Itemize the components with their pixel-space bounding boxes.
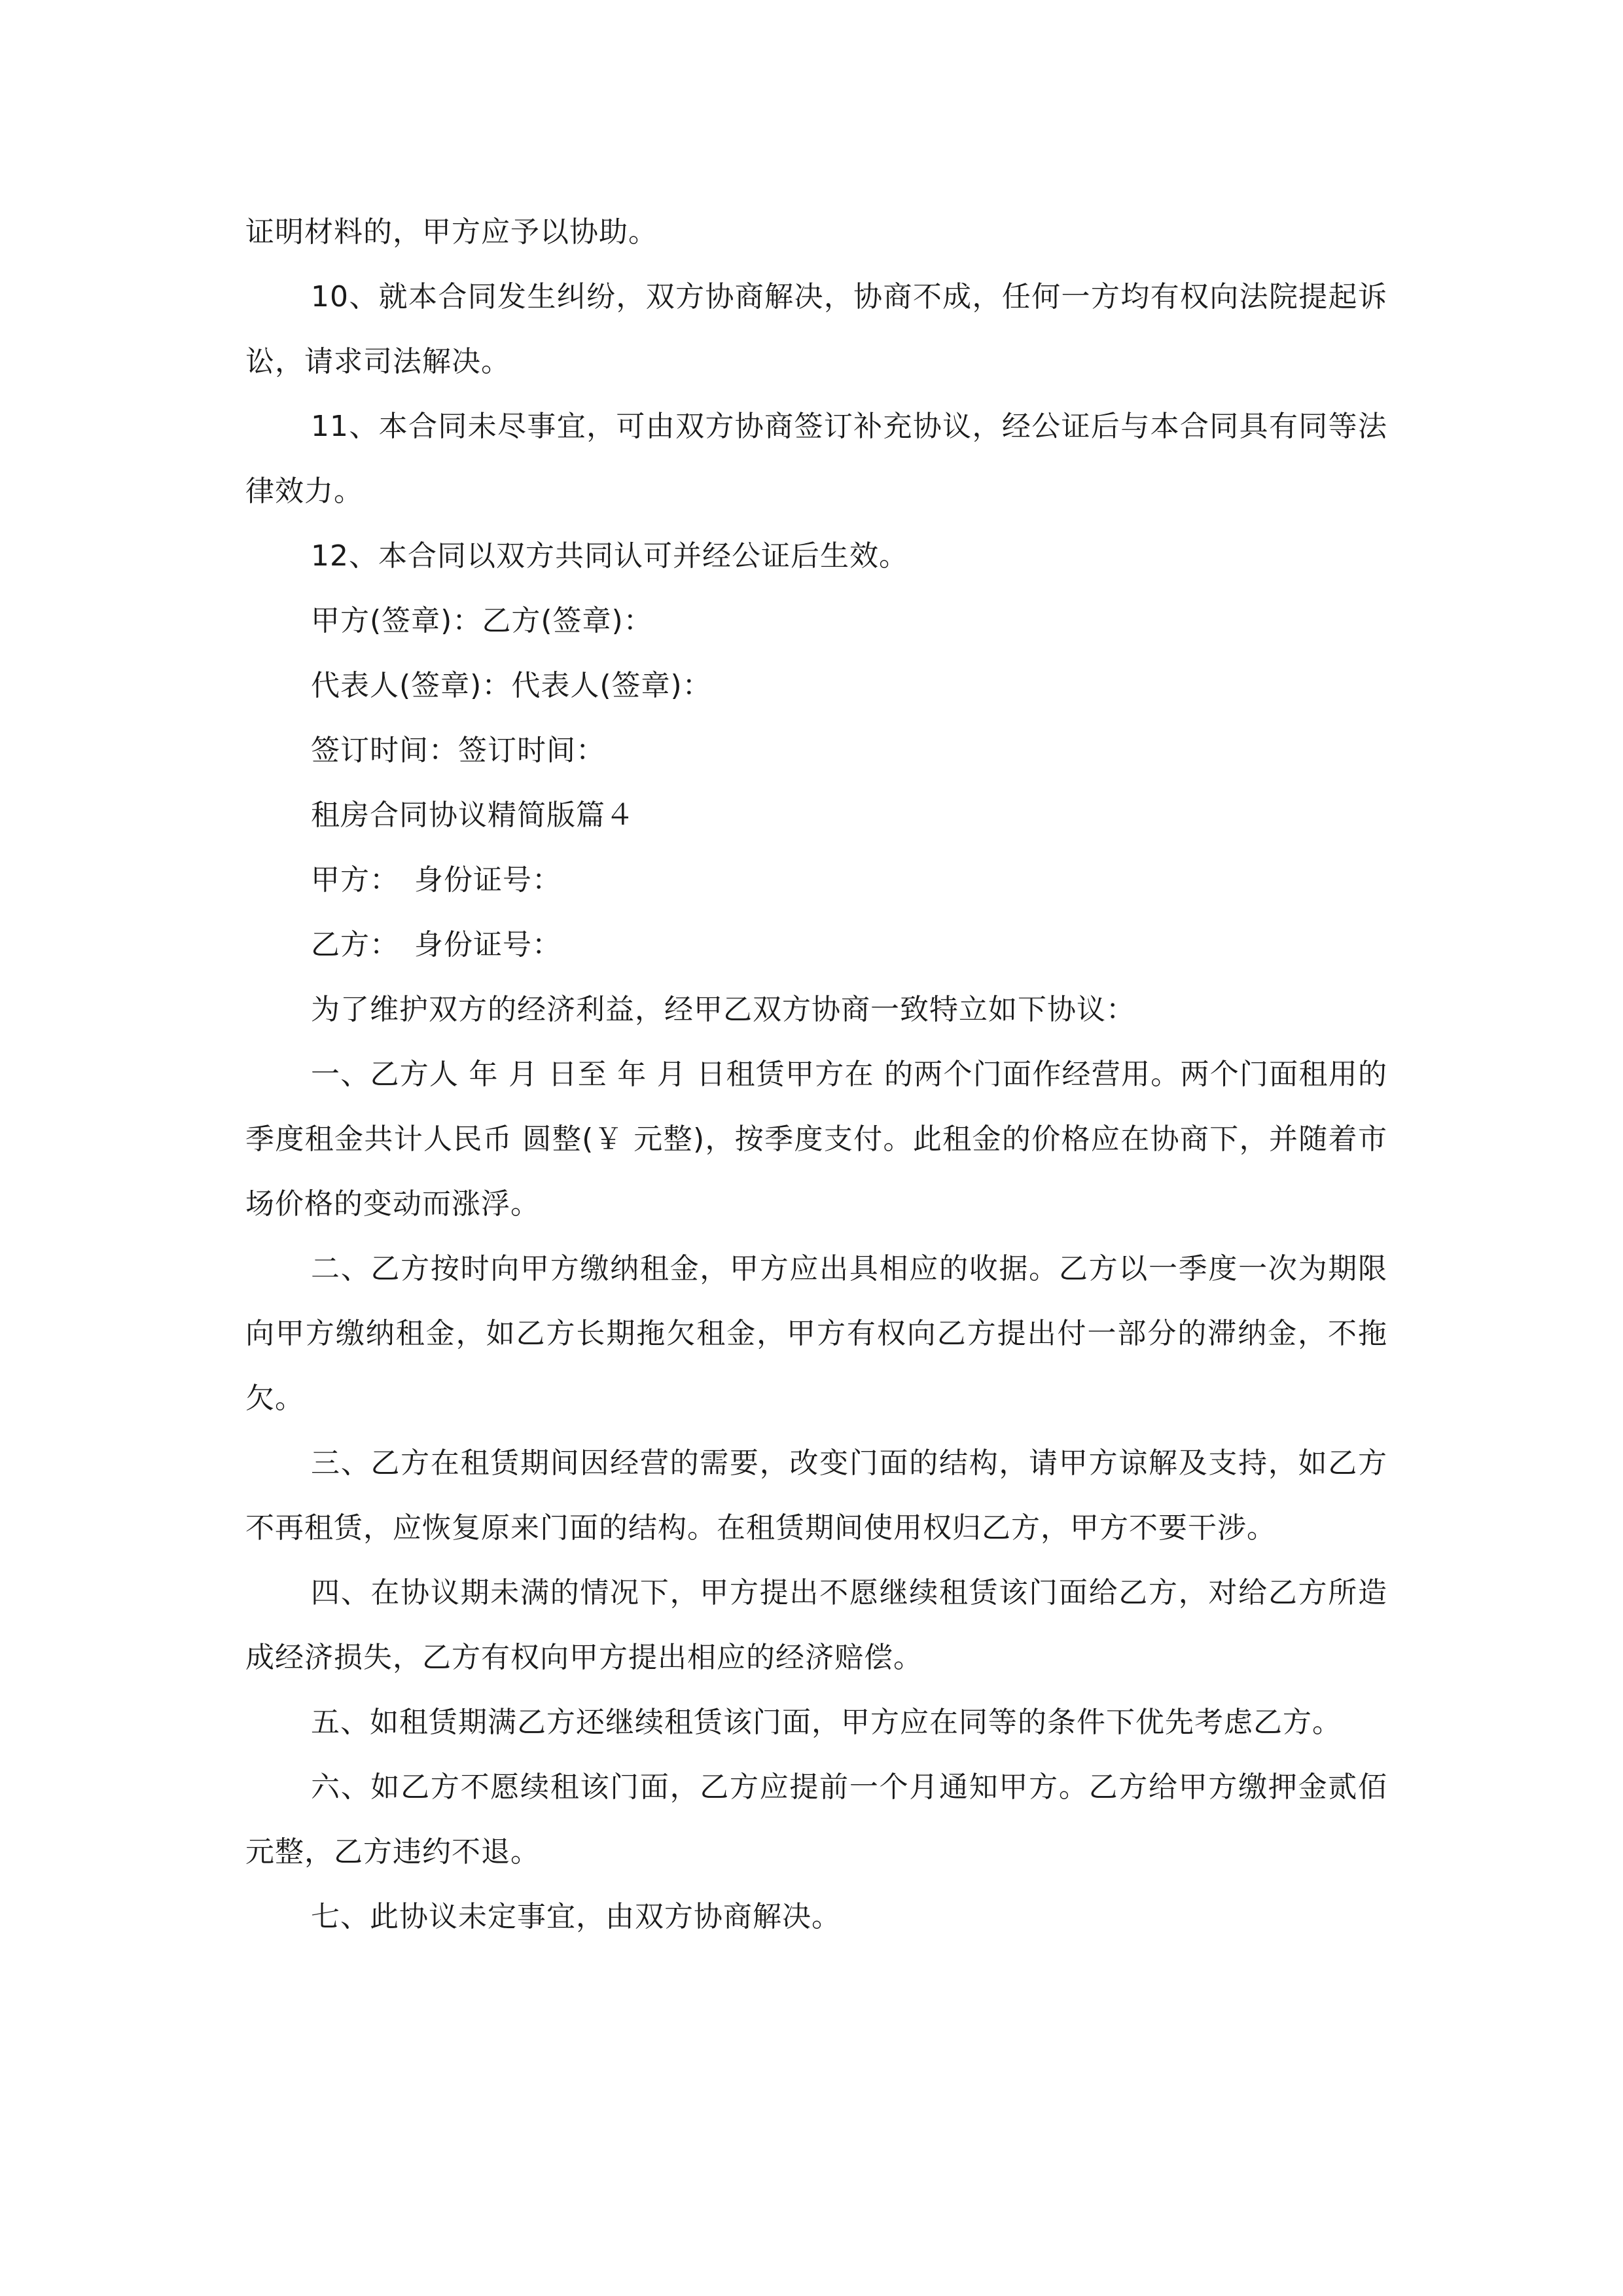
article-4: 四、在协议期未满的情况下，甲方提出不愿继续租赁该门面给乙方，对给乙方所造成经济损失，乙方有权向甲方提出相应的经济赔偿。	[245, 1576, 1387, 1674]
paragraph-clause-10: 10、就本合同发生纠纷，双方协商解决，协商不成，任何一方均有权向法院提起诉讼，请求司法解决。	[245, 280, 1387, 378]
party-a-line: 甲方： 身份证号：	[311, 863, 562, 897]
signature-line-representatives: 代表人(签章)：代表人(签章)：	[311, 669, 712, 702]
paragraph-clause-12: 12、本合同以双方共同认可并经公证后生效。	[311, 539, 908, 573]
signature-line-parties: 甲方(签章)：乙方(签章)：	[311, 604, 653, 637]
party-b-line: 乙方： 身份证号：	[311, 928, 562, 961]
article-7: 七、此协议未定事宜，由双方协商解决。	[311, 1900, 841, 1933]
signature-line-dates: 签订时间：签订时间：	[311, 734, 605, 767]
document-body	[245, 200, 1387, 1949]
article-3: 三、乙方在租赁期间因经营的需要，改变门面的结构，请甲方谅解及支持，如乙方不再租赁，应恢复原来门面的结构。在租赁期间使用权归乙方，甲方不要干涉。	[245, 1446, 1387, 1545]
paragraph-continuation: 证明材料的，甲方应予以协助。	[245, 215, 658, 249]
article-6: 六、如乙方不愿续租该门面，乙方应提前一个月通知甲方。乙方给甲方缴押金贰佰元整，乙方违约不退。	[245, 1770, 1387, 1869]
preamble-paragraph: 为了维护双方的经济利益，经甲乙双方协商一致特立如下协议：	[311, 993, 1135, 1026]
article-5: 五、如租赁期满乙方还继续租赁该门面，甲方应在同等的条件下优先考虑乙方。	[311, 1706, 1342, 1739]
section-title: 租房合同协议精简版篇４	[311, 798, 635, 832]
article-1: 一、乙方人 年 月 日至 年 月 日租赁甲方在 的两个门面作经营用。两个门面租用的季度租金共计人民币 圆整(￥ 元整)，按季度支付。此租金的价格应在协商下，并随着市场价格的变动而涨浮。	[245, 1058, 1387, 1221]
article-2: 二、乙方按时向甲方缴纳租金，甲方应出具相应的收据。乙方以一季度一次为期限向甲方缴纳租金，如乙方长期拖欠租金，甲方有权向乙方提出付一部分的滞纳金，不拖欠。	[245, 1252, 1387, 1415]
paragraph-clause-11: 11、本合同未尽事宜，可由双方协商签订补充协议，经公证后与本合同具有同等法律效力。	[245, 410, 1387, 508]
